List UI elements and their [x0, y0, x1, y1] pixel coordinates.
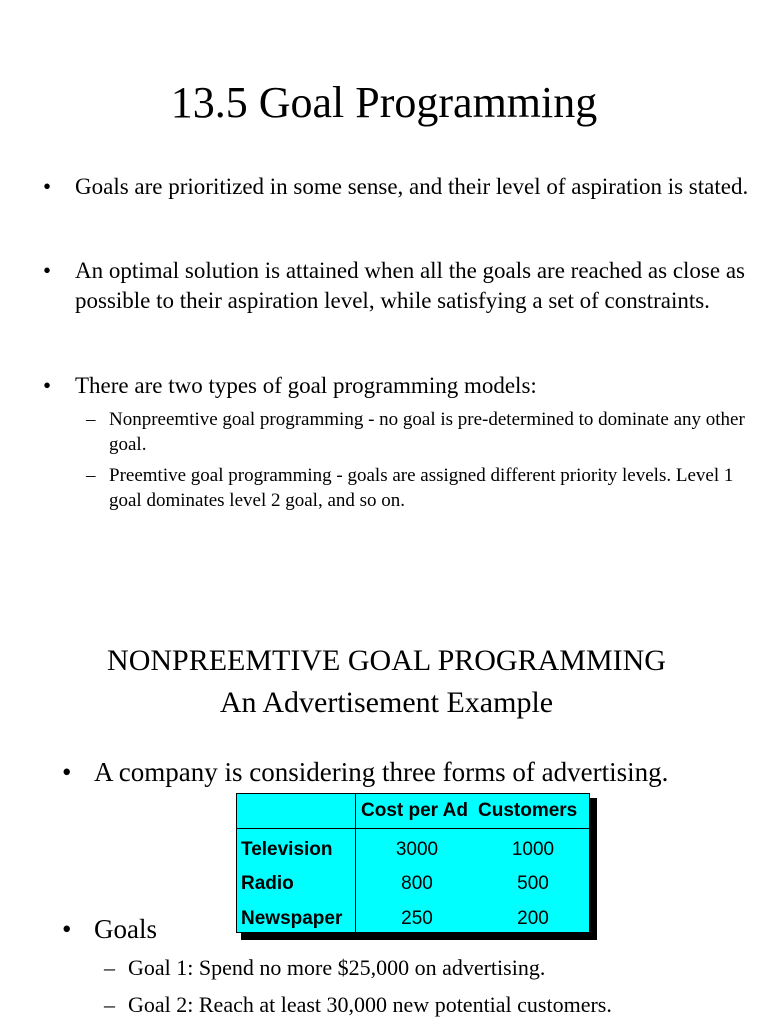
- dash-marker: –: [104, 992, 115, 1017]
- dash-marker: –: [86, 465, 96, 486]
- bullet-2: [0, 256, 768, 348]
- cell-television-cost: 3000: [395, 839, 439, 860]
- row-label-radio: Radio: [241, 873, 294, 894]
- bullet-dot: •: [62, 914, 72, 944]
- slide1-title: 13.5 Goal Programming: [170, 78, 598, 127]
- bullet-intro: [0, 755, 768, 791]
- sub-bullet-1: [0, 407, 768, 459]
- sub-bullet-2: [0, 463, 768, 515]
- bullet-3-text: There are two types of goal programming models:: [75, 373, 537, 398]
- cell-radio-cost: 800: [401, 873, 433, 894]
- row-label-newspaper: Newspaper: [241, 908, 343, 929]
- cell-newspaper-cost: 250: [401, 908, 433, 929]
- cell-radio-customers: 500: [517, 873, 549, 894]
- row-label-television: Television: [241, 839, 333, 860]
- bullet-1: [0, 172, 768, 234]
- bullet-2-text: An optimal solution is attained when all the goals are reached as close as possible to their aspiration level, while satisfying a set of constraints.: [75, 258, 745, 313]
- sub-bullet-1-text: Nonpreemtive goal programming - no goal is pre-determined to dominate any other goal.: [109, 409, 745, 455]
- bullet-intro-text: A company is considering three forms of advertising.: [94, 757, 669, 787]
- slide2-title-line1: NONPREEMTIVE GOAL PROGRAMMING: [107, 644, 666, 677]
- goal-2-text: Goal 2: Reach at least 30,000 new potential customers.: [128, 992, 612, 1017]
- goal-1: [0, 954, 768, 984]
- advertising-table: [236, 793, 590, 933]
- sub-bullet-2-text: Preemtive goal programming - goals are assigned different priority levels. Level 1 goal dominates level 2 goal, and so on.: [109, 465, 734, 511]
- bullet-dot: •: [43, 174, 52, 199]
- cell-television-customers: 1000: [511, 839, 555, 860]
- header-cost-per-ad: Cost per Ad: [361, 800, 468, 821]
- dash-marker: –: [104, 955, 115, 980]
- bullet-dot: •: [43, 373, 52, 398]
- slide2-title-line2: An Advertisement Example: [219, 686, 554, 719]
- table-divider-horizontal: [237, 828, 589, 829]
- bullet-goals: [0, 912, 230, 948]
- bullet-3: [0, 371, 768, 403]
- bullet-dot: •: [62, 757, 72, 787]
- goal-2: [0, 991, 768, 1021]
- bullet-dot: •: [43, 258, 52, 283]
- header-customers: Customers: [478, 800, 578, 821]
- cell-newspaper-customers: 200: [517, 908, 549, 929]
- table-divider-vertical: [355, 794, 356, 932]
- goal-1-text: Goal 1: Spend no more $25,000 on advertising.: [128, 955, 546, 980]
- dash-marker: –: [86, 409, 96, 430]
- bullet-goals-text: Goals: [94, 914, 157, 944]
- bullet-1-text: Goals are prioritized in some sense, and their level of aspiration is stated.: [75, 174, 749, 199]
